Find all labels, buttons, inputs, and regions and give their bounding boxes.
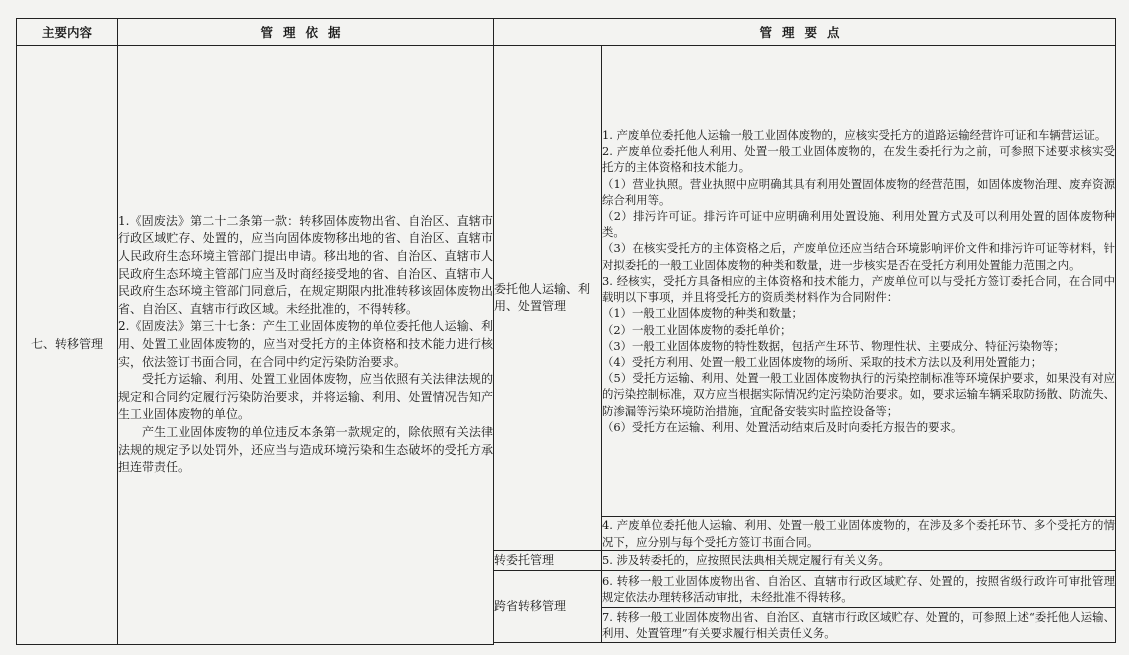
basis-paragraph: 产生工业固体废物的单位违反本条第一款规定的，除依照有关法律法规的规定予以处罚外，还应当与造成环境污染和生态破坏的受托方承担连带责任。: [118, 424, 493, 475]
basis-paragraph: 2.《固废法》第三十七条：产生工业固体废物的单位委托他人运输、利用、处置工业固体废物的，应当对受托方的主体资格和技术能力进行核实，依法签订书面合同，在合同中约定污染防治要求。: [118, 319, 493, 369]
point-item: （4）受托方利用、处置一般工业固体废物的场所、采取的技术方法以及利用处置能力；: [602, 354, 1043, 369]
spacer-cell: [494, 643, 1116, 645]
point-item: （1）一般工业固体废物的种类和数量；: [602, 306, 803, 321]
sub-item-cross-province: 跨省转移管理: [494, 571, 602, 643]
points-cell: [602, 517, 1116, 551]
basis-cell: [118, 46, 494, 645]
point-item: 1. 产废单位委托他人运输一般工业固体废物的，应核实受托方的道路运输经营许可证和车辆营运证。: [602, 128, 1107, 143]
point-item: 4. 产废单位委托他人运输、利用、处置一般工业固体废物的，在涉及多个委托环节、多个受托方的情况下，应分别与每个受托方签订书面合同。: [602, 518, 1116, 549]
points-cell: [602, 608, 1116, 643]
point-item: （1）营业执照。营业执照中应明确其具有利用处置固体废物的经营范围，如固体废物治理、废弃资源综合利用等。: [602, 176, 1116, 207]
header-basis: 管理依据: [118, 19, 494, 46]
point-item: （3）在核实受托方的主体资格之后，产废单位还应当结合环境影响评价文件和排污许可证等材料，针对拟委托的一般工业固体废物的种类和数量，进一步核实是否在受托方利用处置能力范围之内。: [602, 241, 1116, 272]
header-main-content: 主要内容: [17, 19, 118, 46]
points-cell: [602, 571, 1116, 608]
points-cell: [602, 46, 1116, 517]
point-item: 5. 涉及转委托的，应按照民法典相关规定履行有关义务。: [602, 553, 890, 568]
management-table: [16, 18, 1116, 645]
point-item: （5）受托方运输、利用、处置一般工业固体废物执行的污染控制标准等环境保护要求，如果没有对应的污染控制标准，双方应当根据实际情况约定污染防治要求。如，要求运输车辆采取防扬散、防流失、防渗漏等污染环境防治措施，宜配备安装实时监控设备等；: [602, 371, 1116, 418]
header-row: [17, 19, 1116, 46]
point-item: 7. 转移一般工业固体废物出省、自治区、直辖市行政区域贮存、处置的，可参照上述“委托他人运输、利用、处置管理”有关要求履行相关责任义务。: [602, 609, 1116, 640]
table-row: [17, 46, 1116, 517]
point-item: （3）一般工业固体废物的特性数据，包括产生环节、物理性状、主要成分、特征污染物等；: [602, 338, 1065, 353]
sub-item-entrust: 委托他人运输、利用、处置管理: [494, 46, 602, 551]
main-content-cell: 七、转移管理: [17, 46, 118, 645]
header-points: 管理要点: [494, 19, 1116, 46]
basis-paragraph: 1.《固废法》第二十二条第一款：转移固体废物出省、自治区、直辖市行政区域贮存、处置的，应当向固体废物移出地的省、自治区、直辖市人民政府生态环境主管部门提出申请。移出地的省、自治区、直辖市人民政府生态环境主管部门应当及时商经接受地的省、自治区、直辖市人民政府生态环境主管部门同意后，在规定期限内批准转移该固体废物出省、自治区、直辖市行政区域。未经批准的，不得转移。: [118, 213, 493, 316]
point-item: （6）受托方在运输、利用、处置活动结束后及时向委托方报告的要求。: [602, 419, 963, 434]
sub-item-reentrust: 转委托管理: [494, 551, 602, 571]
points-cell: [602, 551, 1116, 571]
point-item: 3. 经核实，受托方具备相应的主体资格和技术能力，产废单位可以与受托方签订委托合同，在合同中载明以下事项，并且将受托方的资质类材料作为合同附件：: [602, 273, 1116, 305]
point-item: （2）排污许可证。排污许可证中应明确利用处置设施、利用处置方式及可以利用处置的固体废物种类。: [602, 209, 1116, 240]
basis-paragraph: 受托方运输、利用、处置工业固体废物，应当依照有关法律法规的规定和合同约定履行污染防治要求，并将运输、利用、处置情况告知产生工业固体废物的单位。: [118, 372, 493, 422]
point-item: （2）一般工业固体废物的委托单价；: [602, 322, 792, 337]
point-item: 6. 转移一般工业固体废物出省、自治区、直辖市行政区域贮存、处置的，按照省级行政许可审批管理规定依法办理转移活动审批，未经批准不得转移。: [602, 573, 1116, 604]
point-item: 2. 产废单位委托他人利用、处置一般工业固体废物的，在发生委托行为之前，可参照下述要求核实受托方的主体资格和技术能力。: [602, 144, 1116, 175]
